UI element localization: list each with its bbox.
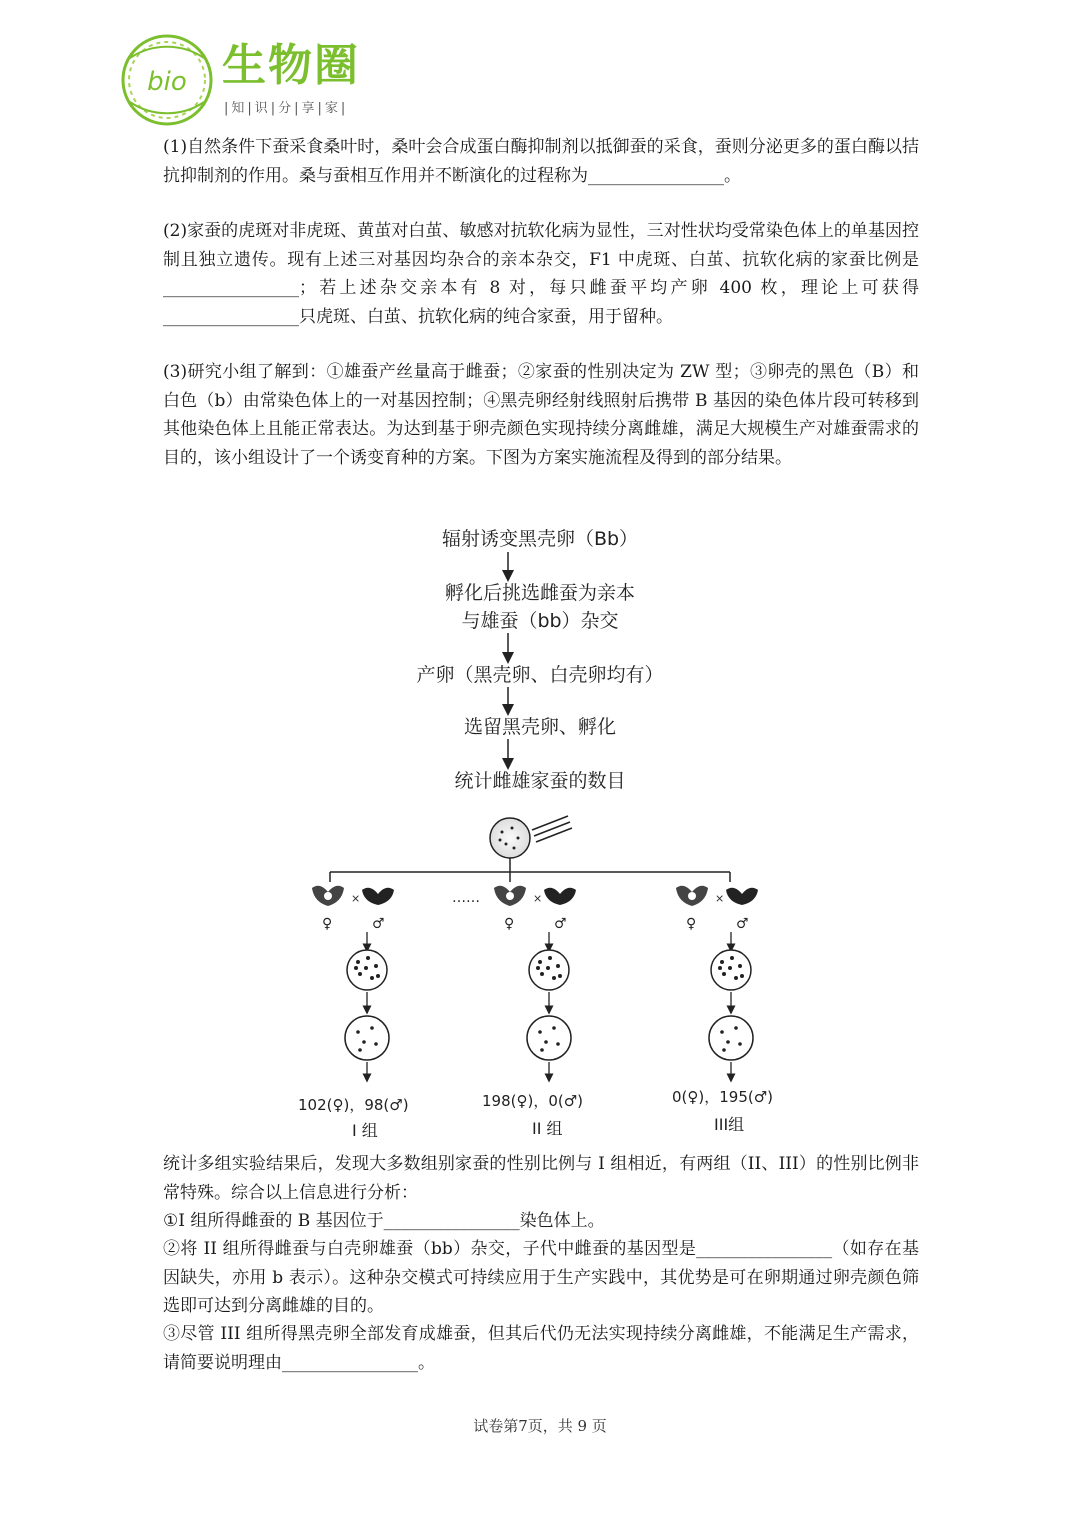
group-1-column [298, 886, 409, 1140]
group-1-label: I 组 [352, 1121, 378, 1140]
svg-text:……: …… [452, 890, 480, 906]
flow-step-2b: 与雄蚕（bb）杂交 [461, 610, 619, 632]
moth-female-icon [312, 886, 344, 906]
egg-sparse-icon [345, 1016, 389, 1060]
moth-female-icon [676, 886, 708, 906]
analysis-intro: 统计多组实验结果后，发现大多数组别家蚕的性别比例与 I 组相近，有两组（II、III）的性别比例非常特殊。综合以上信息进行分析： [163, 1154, 919, 1203]
question-1: (1)自然条件下蚕采食桑叶时，桑叶会合成蛋白酶抑制剂以抵御蚕的采食，蚕则分泌更多的蛋白酶以拮抗抑制剂的作用。桑与蚕相互作用并不断演化的过程称为________________。 [163, 137, 919, 186]
svg-text:♂: ♂ [554, 916, 567, 932]
svg-text:×: × [351, 892, 361, 905]
group-3-label: III组 [714, 1115, 745, 1134]
moth-female-icon [494, 886, 526, 906]
flow-arrows [300, 520, 780, 800]
group-1-result: 102(♀)，98(♂) [298, 1096, 409, 1114]
egg-dark-icon [347, 950, 387, 990]
moth-male-icon [362, 888, 394, 905]
svg-text:♀: ♀ [686, 916, 697, 932]
question-2: (2)家蚕的虎斑对非虎斑、黄茧对白茧、敏感对抗软化病为显性，三对性状均受常染色体上的单基因控制且独立遗传。现有上述三对基因均杂合的亲本杂交，F1 中虎斑、白茧、抗软化病的家蚕比例是________________；若上述杂交亲本有 8 对，每只雌蚕平均产卵 400 枚，理论上可获得________________只虎斑、白茧、抗软化病的纯合家蚕，用于留种。 [163, 221, 919, 327]
group-3-column [672, 886, 773, 1134]
flow-step-3: 产卵（黑壳卵、白壳卵均有） [416, 664, 664, 686]
flow-step-1: 辐射诱变黑壳卵（Bb） [441, 528, 639, 550]
egg-sparse-icon [527, 1016, 571, 1060]
flow-chart [300, 520, 780, 800]
group-2-column [482, 886, 583, 1138]
group-2-label: II 组 [532, 1119, 563, 1138]
egg-sparse-icon [709, 1016, 753, 1060]
flow-step-4: 选留黑壳卵、孵化 [463, 716, 616, 738]
svg-text:bio: bio [147, 67, 187, 97]
group-3-result: 0(♀)，195(♂) [672, 1088, 774, 1106]
question-3: (3)研究小组了解到：①雄蚕产丝量高于雌蚕；②家蚕的性别决定为 ZW 型；③卵壳的黑色（B）和白色（b）由常染色体上的一对基因控制；④黑壳卵经射线照射后携带 B 基因的染色体片段可转移到其他染色体上且能正常表达。为达到基于卵壳颜色实现持续分离雌雄，满足大规模生产对雄蚕需求的目的，该小组设计了一个诱变育种的方案。下图为方案实施流程及得到的部分结果。 [163, 362, 919, 468]
bio-leaf-logo-icon [112, 28, 222, 132]
moth-male-icon [726, 888, 758, 905]
svg-text:♀: ♀ [322, 916, 333, 932]
egg-dark-icon [529, 950, 569, 990]
flow-step-5: 统计雌雄家蚕的数目 [454, 770, 626, 792]
logo-title: 生物圈 [222, 40, 360, 91]
analysis-2: ②将 II 组所得雌蚕与白壳卵雄蚕（bb）杂交，子代中雌蚕的基因型是________________（如存在基因缺失，亦用 b 表示）。这种杂交模式可持续应用于生产实践中，其优势是可在卵期通过卵壳颜色筛选即可达到分离雌雄的目的。 [163, 1239, 919, 1316]
logo-subtitle: |知|识|分|享|家| [224, 101, 349, 116]
svg-text:×: × [533, 892, 543, 905]
flow-step-2: 孵化后挑选雌蚕为亲本 [444, 582, 635, 604]
svg-text:♂: ♂ [372, 916, 385, 932]
irradiated-egg-icon [490, 816, 572, 858]
group-2-result: 198(♀)，0(♂) [482, 1092, 584, 1110]
svg-text:♂: ♂ [736, 916, 749, 932]
moth-male-icon [544, 888, 576, 905]
page-footer: 试卷第7页，共 9 页 [473, 1417, 607, 1435]
analysis-1: ①I 组所得雌蚕的 B 基因位于________________染色体上。 [163, 1211, 605, 1231]
egg-dark-icon [711, 950, 751, 990]
svg-text:×: × [715, 892, 725, 905]
svg-text:♀: ♀ [504, 916, 515, 932]
experiment-diagram [280, 810, 840, 1150]
analysis-3: ③尽管 III 组所得黑壳卵全部发育成雄蚕，但其后代仍无法实现持续分离雌雄，不能满足生产需求，请简要说明理由________________。 [163, 1324, 919, 1373]
